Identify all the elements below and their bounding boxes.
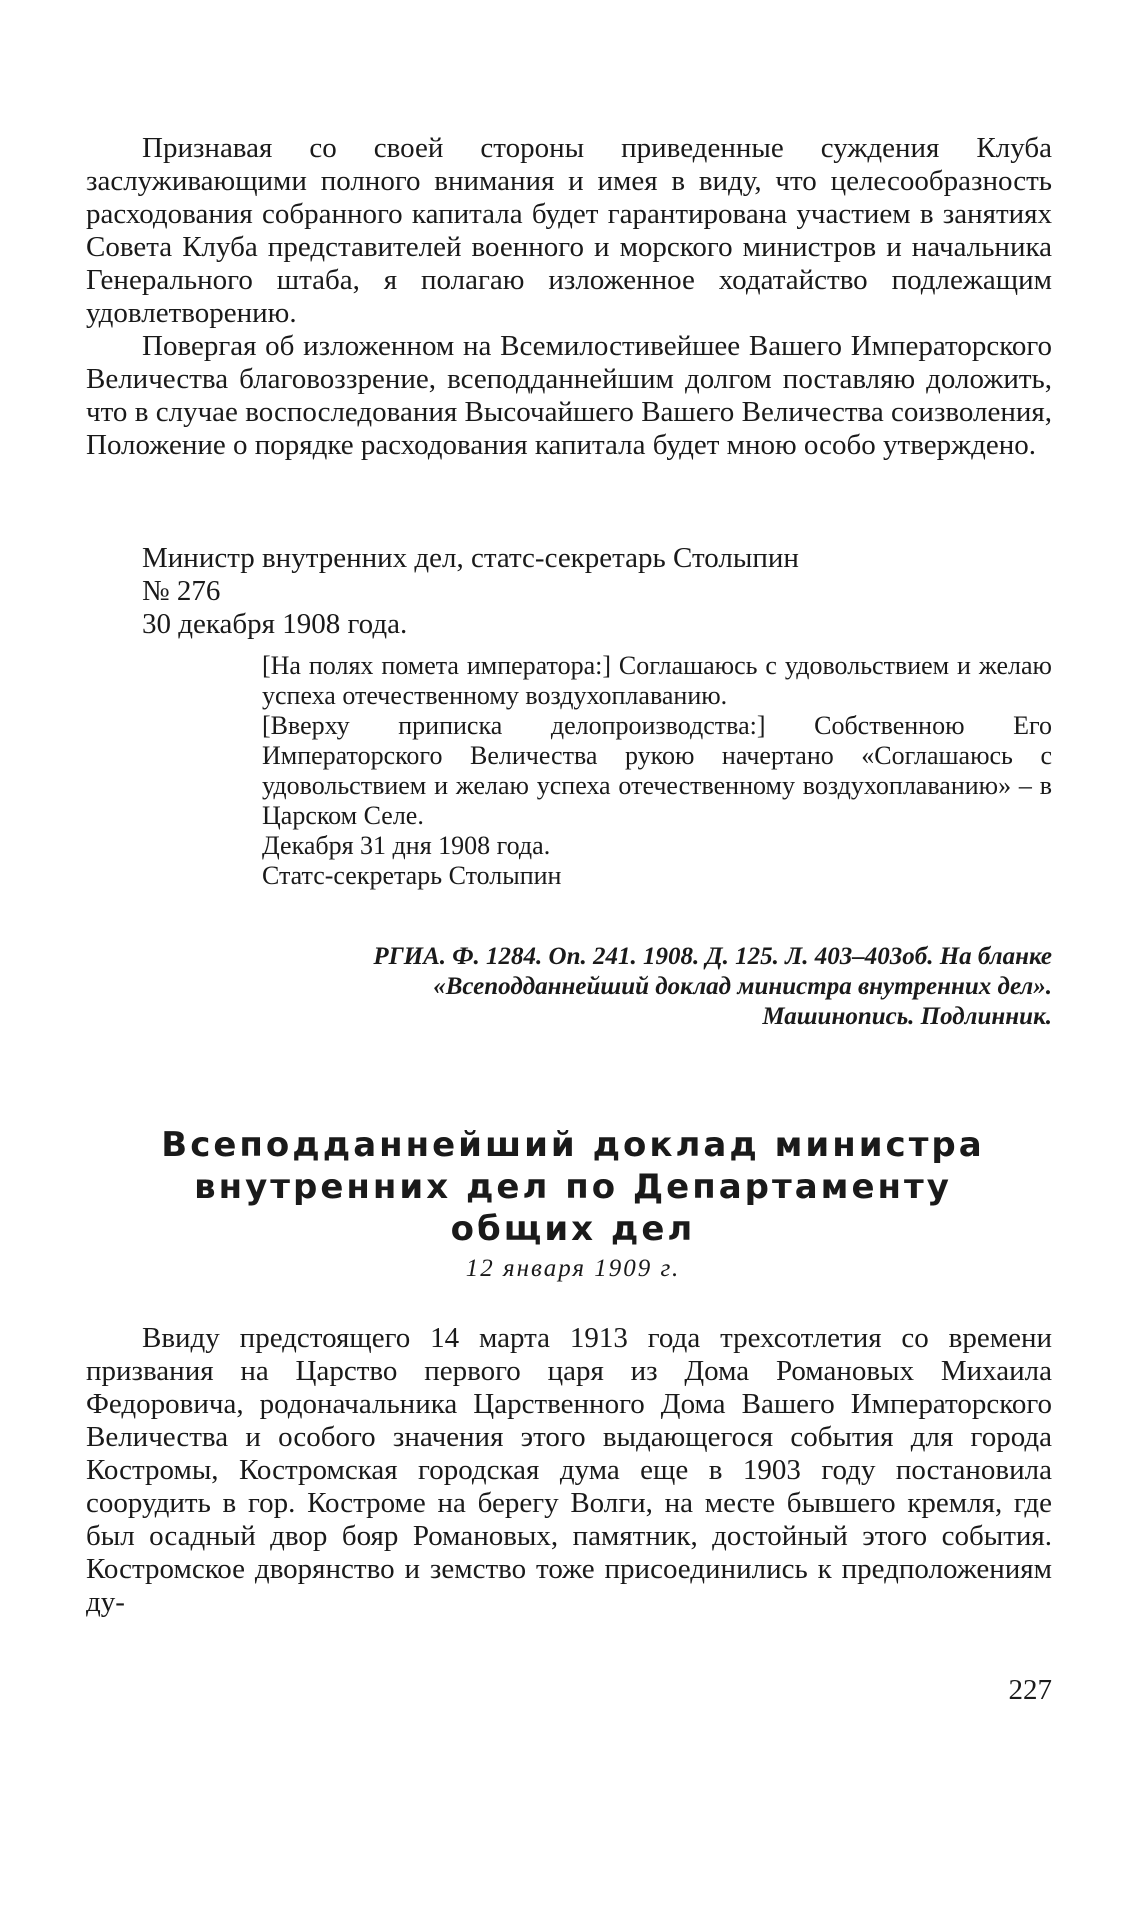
bottom-text-block xyxy=(86,1322,1052,1619)
document-date: 12 января 1909 г. xyxy=(465,1255,681,1282)
annotations-block xyxy=(262,651,1052,891)
paragraph-report-submission: Повергая об изложенном на Всемилостивейшее Вашего Императорского Величества благовоззрение, всеподданнейшим долгом поставляю доложить, что в случае воспоследования Высочайшего Вашего Величества соизволения, Положение о порядке расходования капитала будет мною особо утверждено. xyxy=(86,330,1052,461)
archive-source xyxy=(232,942,1052,1032)
source-line-2: «Всеподданнейший доклад министра внутренних дел». xyxy=(433,973,1052,1000)
emperor-margin-note: [На полях помета императора:] Соглашаюсь с удовольствием и желаю успеха отечественному воздухоплаванию. xyxy=(262,651,1052,710)
document-number: № 276 xyxy=(142,575,221,607)
note-signature: Статс-секретарь Столыпин xyxy=(262,861,562,890)
title-line-2: внутренних дел по Департаменту xyxy=(194,1167,952,1207)
title-line-1: Всеподданнейший доклад министра xyxy=(161,1125,985,1165)
paragraph-club-petition: Признавая со своей стороны приведенные суждения Клуба заслуживающими полного внимания и имея в виду, что целесообразность расходования собранного капитала будет гарантирована участием в занятиях Совета Клуба представителей военного и морского министров и начальника Генерального штаба, я полагаю изложенное ходатайство подлежащим удовлетворению. xyxy=(86,132,1052,329)
signature-block xyxy=(142,542,1052,641)
document-title xyxy=(120,1124,1026,1250)
source-line-1: РГИА. Ф. 1284. Оп. 241. 1908. Д. 125. Л. 403–403об. На бланке xyxy=(373,943,1052,970)
signature-date: 30 декабря 1908 года. xyxy=(142,608,408,640)
signature-minister: Министр внутренних дел, статс-секретарь Столыпин xyxy=(142,542,799,574)
note-date: Декабря 31 дня 1908 года. xyxy=(262,831,551,860)
page-number: 227 xyxy=(1008,1674,1052,1706)
title-line-3: общих дел xyxy=(450,1209,696,1249)
source-line-3: Машинопись. Подлинник. xyxy=(762,1003,1052,1030)
office-note: [Вверху приписка делопроизводства:] Собственною Его Императорского Величества рукою начертано «Соглашаюсь с удовольствием и желаю успеха отечественному воздухоплаванию» – в Царском Селе. xyxy=(262,711,1052,830)
top-text-block xyxy=(86,132,1052,462)
paragraph-kostroma-monument: Ввиду предстоящего 14 марта 1913 года трехсотлетия со времени призвания на Царство первого царя из Дома Романовых Михаила Федоровича, родоначальника Царственного Дома Вашего Императорского Величества и особого значения этого выдающегося события для города Костромы, Костромская городская дума еще в 1903 году постановила соорудить в гор. Костроме на берегу Волги, на месте бывшего кремля, где был осадный двор бояр Романовых, памятник, достойный этого события. Костромское дворянство и земство тоже присоединились к предположениям ду- xyxy=(86,1322,1052,1618)
